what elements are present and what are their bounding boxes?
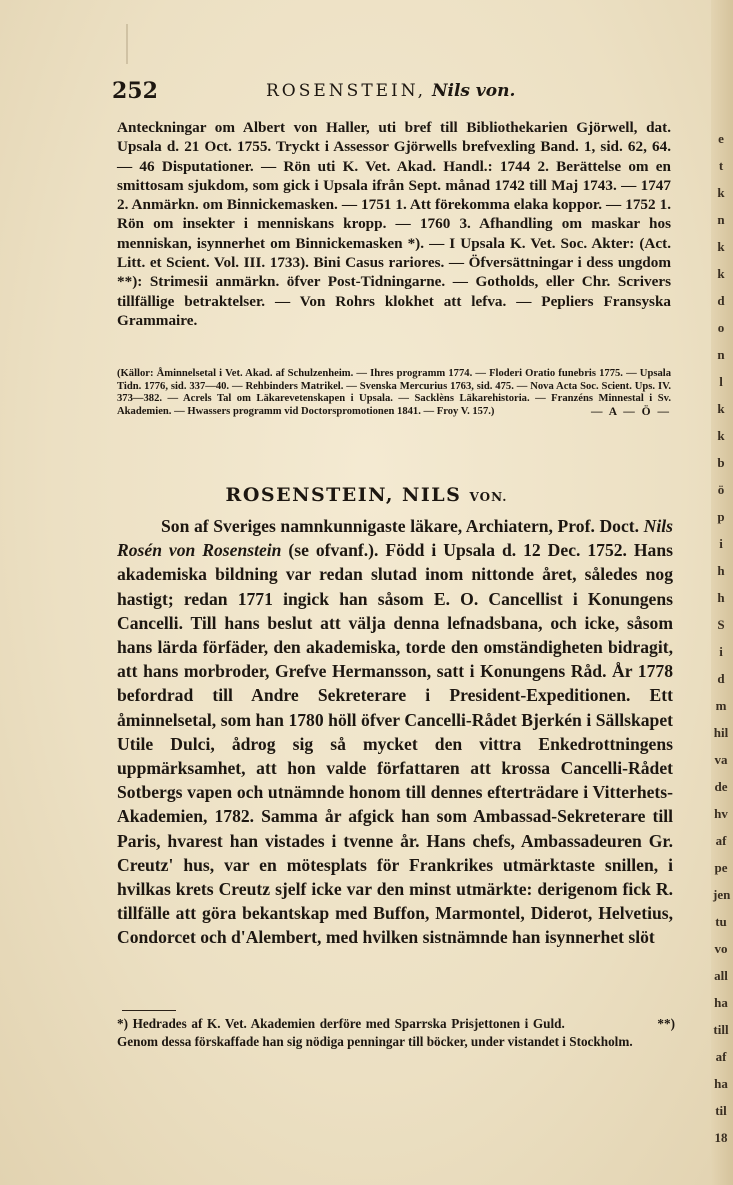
- entry-body-name: Nils Rosén von Rosenstein: [117, 516, 673, 561]
- margin-bleed-glyph: S: [717, 617, 725, 632]
- margin-bleed-glyph: d: [717, 293, 725, 308]
- margin-bleed-glyph: h: [717, 563, 725, 578]
- running-title: ROSENSTEIN,: [266, 81, 426, 101]
- footnote-rule: [122, 1010, 176, 1011]
- entry-title: [0, 484, 733, 506]
- entry-body-part-2: (se ofvanf.). Född i Upsala d. 12 Dec. 1752. Hans akademiska bildning var redan slutad inom nittonde året, således nog hastigt; redan 1771 ingick han såsom E. O. Cancellist i Konungens Cancelli. Till hans beslut att välja denna lefnadsbana, och icke, såsom hans lärda förfäder, den akademiska, torde den omständigheten bidragit, att hans morbroder, Grefve Hermansson, satt i Konungens Råd. År 1778 befordrad till Andre Sekreterare i President-Expeditionen. Ett åminnelsetal, som han 1780 höll öfver Cancelli-Rådet Bjerkén i Sällskapet Utile Dulci, ådrog sig så mycket den vittra Enkedrottningens uppmärksamhet, att hon valde författaren att krossa Cancelli-Rådet Sotbergs vapen och utnämnde honom till dennes efterträdare i Vitterhets-Akademien, 1782. Samma år afgick han som Ambassad-Sekreterare till Paris, hvarest han vistades i tvenne år. Hans chefs, Ambassadeuren Gr. Creutz' hus, var en mötesplats för Frankrikes utmärktaste snillen, i hvilkas krets Creutz sjelf icke var den minst utmärkte: derigenom fick R. tillfälle att göra bekantskap med Buffon, Marmontel, Diderot, Helvetius, Condorcet och d'Alembert, med hvilken sistnämnde han isynnerhet slöt: [117, 540, 673, 948]
- footnote-1: *) Hedrades af K. Vet. Akademien derföre med Sparrska Prisjettonen i Guld.: [117, 1016, 565, 1031]
- margin-bleed-glyph: k: [717, 266, 725, 281]
- sources-text: (Källor: Åminnelsetal i Vet. Akad. af Schulzenheim. — Ihres programm 1774. — Floderi Oratio funebris 1775. — Upsala Tidn. 1776, sid. 337—40. — Rehbinders Matrikel. — Svenska Mercurius 1763, sid. 475. — Nova Acta Soc. Scient. Ups. IV. 373—382. — Acrels Tal om Läkarevetenskapen i Upsala. — Sacklèns Läkarehistoria. — Franzéns Minnestal i Sv. Akademien. — Hwassers programm vid Doctorspromotionen 1841. — Froy V. 157.): [117, 368, 671, 418]
- margin-bleed-glyph: o: [717, 320, 725, 335]
- footnotes: [117, 1015, 675, 1050]
- margin-bleed-glyph: e: [718, 131, 724, 146]
- entry-body-part-1: Son af Sveriges namnkunnigaste läkare, Archiatern, Prof. Doct.: [161, 516, 644, 536]
- margin-bleed-glyph: i: [719, 644, 723, 659]
- margin-bleed-glyph: b: [717, 455, 725, 470]
- margin-bleed-glyph: m: [715, 698, 727, 713]
- entry-body: [117, 514, 673, 950]
- margin-bleed-glyph: jen: [713, 887, 731, 902]
- running-subtitle: Nils von.: [431, 81, 516, 101]
- entry-title-suffix: VON.: [469, 490, 508, 504]
- margin-bleed-glyph: ha: [714, 1076, 728, 1091]
- margin-bleed-glyph: l: [719, 374, 723, 389]
- margin-bleed-glyph: k: [717, 239, 725, 254]
- margin-bleed-glyph: vo: [714, 941, 728, 956]
- paper-stain: [126, 24, 128, 64]
- margin-bleed-glyph: k: [717, 428, 725, 443]
- margin-bleed-glyph: n: [717, 347, 725, 362]
- margin-bleed-glyph: 18: [714, 1130, 728, 1145]
- previous-entry-text: Anteckningar om Albert von Haller, uti bref till Bibliothekarien Gjörwell, dat. Upsala d. 21 Oct. 1755. Tryckt i Assessor Gjörwells brefvexling Band. 1, sid. 62, 64. — 46 Disputationer. — Rön uti K. Vet. Akad. Handl.: 1744 2. Berättelse om en smittosam sjukdom, som gick i Upsala ifrån Sept. månad 1742 till Maj 1743. — 1747 2. Anmärkn. om Binnickemasken. — 1751 1. Att förekomma elaka koppor. — 1752 1. Rön om insekter i menniskans kropp. — 1760 3. Afhandling om maskar hos menniskan, isynnerhet om Binnickemasken *). — I Upsala K. Vet. Soc. Akter: (Act. Litt. et Scient. Vol. III. 1733). Bini Casus rariores. — Öfversättningar i dess ungdom **): Strimesii anmärkn. öfver Post-Tidningarne. — Gotholds, eller Chr. Scrivers tillfällige betraktelser. — Von Rohrs klokhet att lefva. — Pepliers Fransyska Grammaire.: [117, 119, 671, 329]
- margin-bleed-glyph: d: [717, 671, 725, 686]
- margin-bleed-glyph: t: [718, 158, 724, 173]
- margin-bleed-glyph: af: [715, 1049, 727, 1064]
- margin-bleed-glyph: k: [717, 401, 725, 416]
- margin-bleed-glyph: af: [715, 833, 727, 848]
- margin-bleed-glyph: n: [717, 212, 725, 227]
- margin-bleed-glyph: ö: [717, 482, 725, 497]
- margin-bleed-glyph: pe: [714, 860, 728, 875]
- margin-bleed-glyph: hv: [714, 806, 728, 821]
- page-header: [112, 78, 672, 106]
- entry-title-name: ROSENSTEIN, NILS: [225, 484, 462, 506]
- margin-bleed-glyph: de: [714, 779, 728, 794]
- margin-bleed-glyph: p: [717, 509, 725, 524]
- margin-bleed-glyph: hil: [713, 725, 729, 740]
- page-number: 252: [112, 78, 158, 104]
- margin-bleed-glyph: ha: [714, 995, 728, 1010]
- margin-bleed-glyph: va: [714, 752, 728, 767]
- margin-bleed-glyph: tu: [715, 914, 727, 929]
- footnote-2: **) Genom dessa förskaffade han sig nödiga penningar till böcker, under vistandet i Stockholm.: [117, 1016, 675, 1049]
- margin-bleed-glyph: till: [713, 1022, 729, 1037]
- margin-bleed-glyph: til: [715, 1103, 727, 1118]
- margin-bleed-glyph: all: [714, 968, 728, 983]
- author-signature: — A — Ö —: [591, 406, 671, 419]
- margin-bleed-glyph: i: [719, 536, 723, 551]
- sources-block: [117, 368, 671, 419]
- running-head: [266, 81, 515, 101]
- margin-bleed-glyph: k: [717, 185, 725, 200]
- margin-bleed-glyph: h: [717, 590, 725, 605]
- margin-bleed-through: [713, 125, 729, 1151]
